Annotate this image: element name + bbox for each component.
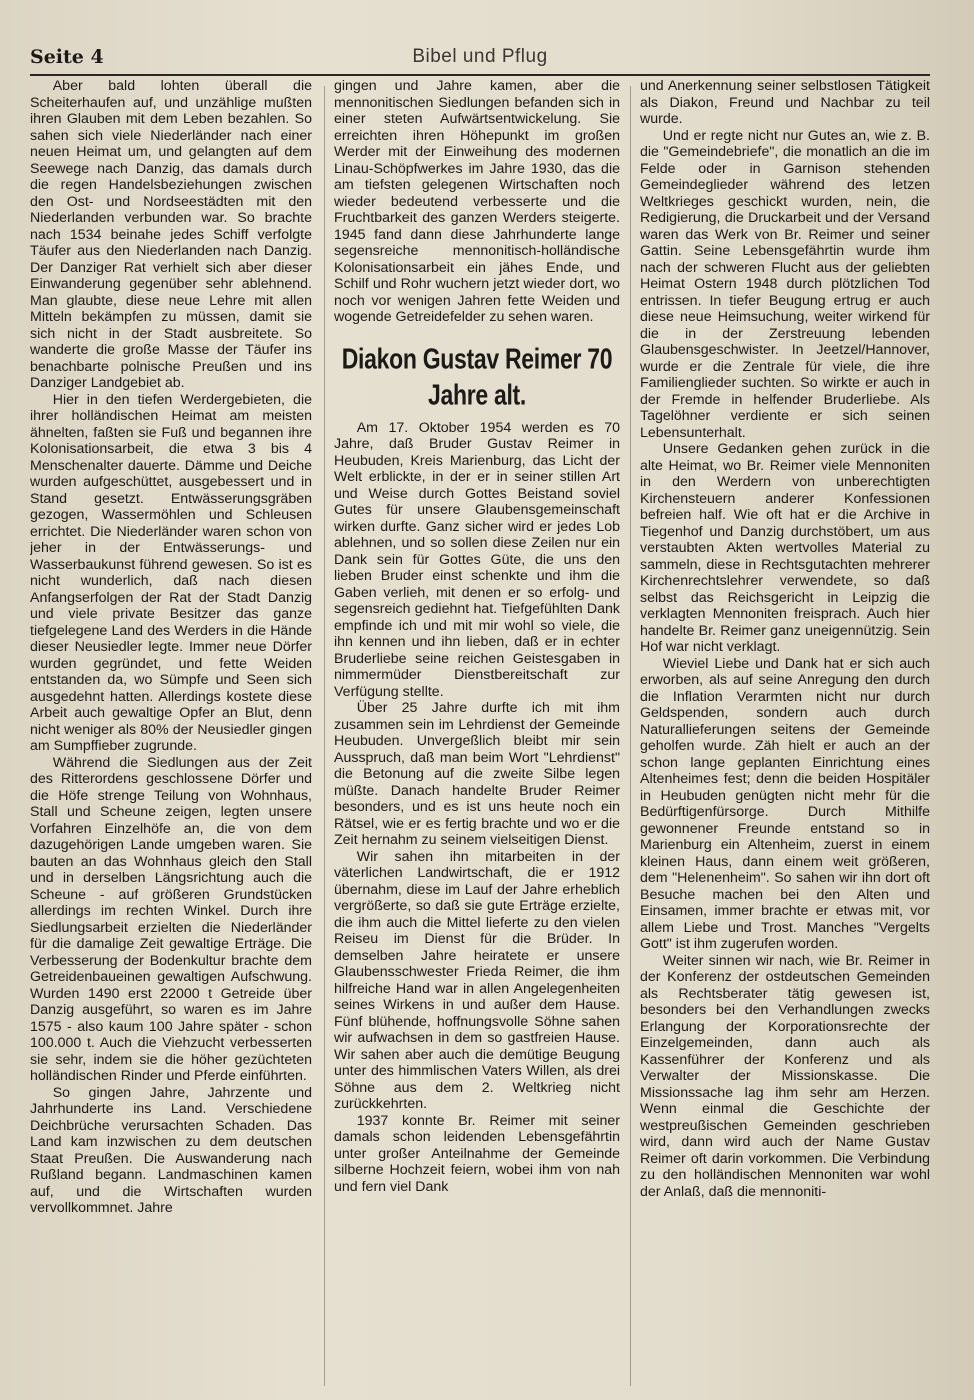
- article-column-3: [640, 78, 930, 1388]
- paragraph: Wir sahen ihn mitarbeiten in der väterlichen Landwirtschaft, die er 1912 übernahm, diese im Lauf der Jahre erheblich vergrößerte, so daß sie gute Erträge erzielte, die ihm auch die Mittel lieferte zu den vielen Reiseu im Dienst für die Brüder. In demselben Jahre heiratete er unsere Glaubensschwester Frieda Reimer, die ihm hilfreiche Hand war in allen Angelegenheiten seines Wirkens in und außer dem Hause. Fünf blühende, hoffnungsvolle Söhne sahen wir aufwachsen in dem so gastfreien Hause. Wir sahen aber auch die demütige Beugung unter des himmlischen Vaters Willen, als drei Söhne aus dem 2. Weltkrieg nicht zurückkehrten.: [334, 848, 620, 1112]
- article-column-1: [30, 78, 312, 1388]
- paragraph: Aber bald lohten überall die Scheiterhaufen auf, und unzählige mußten ihren Glauben mit dem Leben bezahlen. So sahen sich viele Niederländer nach einer neuen Heimat um, und gelangten auf dem Seewege nach Danzig, das damals durch die regen Handelsbeziehungen zwischen den Ost- und Nordseestädten mit den Niederlanden verbunden war. So brachte nach 1534 beinahe jedes Schiff verfolgte Täufer aus den Niederlanden nach Danzig. Der Danziger Rat verhielt sich aber dieser Einwanderung gegenüber sehr ablehnend. Man glaubte, diese neue Lehre mit allen Mitteln bekämpfen zu müssen, damit sie sich nicht in der Stadt ausbreitete. So wanderte die große Masse der Täufer ins benachbarte polnische Preußen und ins Danziger Landgebiet ab.: [30, 78, 312, 391]
- paragraph: Über 25 Jahre durfte ich mit ihm zusammen sein im Lehrdienst der Gemeinde Heubuden. Unvergeßlich bleibt mir sein Ausspruch, daß man beim Wort "Lehrdienst" die Betonung auf die zweite Silbe legen müßte. Danach handelte Bruder Reimer besonders, und es ist uns heute noch ein Rätsel, wie er es fertig brachte und wo er die Zeit hernahm zu seinem vielseitigen Dienst.: [334, 700, 620, 848]
- paragraph: Wieviel Liebe und Dank hat er sich auch erworben, als auf seine Anregung den durch die Inflation Verarmten nicht nur durch Geldspenden, sondern auch durch Naturallieferungen seitens der Gemeinde geholfen wurde. Zäh hielt er auch an der schon lange geplanten Einrichtung eines Altenheimes fest; denn die beiden Hospitäler in Heubuden genügten nicht mehr für die Bedürftigenfürsorge. Durch Mithilfe gewonnener Freunde entstand so in Marienburg ein Altenheim, zuerst in einem kleinen Haus, dann einem weit größeren, dem "Helenenheim". So sahen wir ihn dort oft Besuche machen bei den Alten und Einsamen, immer brachte er etwas mit, vor allem Liebe und Trost. Manches "Vergelts Gott" ist ihm zugerufen worden.: [640, 655, 930, 952]
- paragraph: Und er regte nicht nur Gutes an, wie z. B. die "Gemeindebriefe", die monatlich an die im Felde oder in Garnison stehenden Gemeindeglieder während des letzen Weltkrieges geschickt wurden, nein, die Redigierung, die Druckarbeit und der Versand waren das Werk von Br. Reimer und seiner Gattin. Seine Lebensgefährtin wurde ihm nach der schweren Flucht aus der geliebten Heimat Ostern 1948 durch plötzlichen Tod entrissen. In tiefer Beugung ertrug er auch diese neue Heimsuchung, weiter wirkend für die in der Zerstreuung lebenden Glaubensgeschwister. In Jeetzel/Hannover, wurde er die Zentrale für viele, die ihre Familienglieder suchten. So wirkte er auch in der Fremde in helfender Bruderliebe. Als Tagelöhner verdiente er sich seinen Lebensunterhalt.: [640, 127, 930, 441]
- paragraph: gingen und Jahre kamen, aber die mennonitischen Siedlungen befanden sich in einer steten Aufwärtsentwickelung. Sie erreichten ihren Höhepunkt im großen Werder mit der Einweihung des modernen Linau-Schöpfwerkes im Jahre 1930, das die am tiefsten gelegenen Wirtschaften noch wieder bedeutend verbesserte und die Fruchtbarkeit des ganzen Werders steigerte. 1945 fand dann diese Jahrhunderte lange segensreiche mennonitisch-holländische Kolonisationsarbeit ein jähes Ende, und Schilf und Rohr wuchern jetzt wieder dort, wo noch vor wenigen Jahren fette Weiden und wogende Getreidefelder zu sehen waren.: [334, 78, 620, 325]
- headline-line: Jahre alt.: [428, 377, 526, 411]
- headline-line: Diakon Gustav Reimer 70: [341, 341, 613, 374]
- paragraph: und Anerkennung seiner selbstlosen Tätigkeit als Diakon, Freund und Nachbar zu teil wurde.: [640, 78, 930, 127]
- column-divider: [324, 86, 325, 1386]
- publication-title: Bibel und Pflug: [412, 46, 548, 67]
- article-column-2: [334, 78, 620, 1388]
- paragraph: Weiter sinnen wir nach, wie Br. Reimer in der Konferenz der ostdeutschen Gemeinden als Rechtsberater tätig gewesen ist, besonders bei den Verhandlungen zwecks Erlangung der Korporationsrechte der Einzelgemeinden, dann auch als Kassenführer der Konferenz und als Verwalter der Missionskasse. Die Missionssache lag ihm sehr am Herzen. Wenn einmal die Geschichte der westpreußischen Gemeinden geschrieben wird, dann wird auch der Name Gustav Reimer oft darin vorkommen. Die Verbindung zu den holländischen Mennoniten war wohl der Anlaß, daß die mennoniti-: [640, 952, 930, 1200]
- paragraph: So gingen Jahre, Jahrzente und Jahrhunderte ins Land. Verschiedene Deichbrüche verursachten Schaden. Das Land kam inzwischen zu dem deutschen Staat Preußen. Die Auswanderung nach Rußland begann. Landmaschinen kamen auf, und die Wirtschaften wurden vervollkommnet. Jahre: [30, 1084, 312, 1216]
- paragraph: Hier in den tiefen Werdergebieten, die ihrer holländischen Heimat am meisten ähnelten, faßten sie Fuß und begannen ihre Kolonisationsarbeit, die etwa 3 bis 4 Menschenalter dauerte. Dämme und Deiche wurden aufgeschüttet, ausgebessert und in Stand gesetzt. Entwässerungsgräben gezogen, Wassermöhlen und Schleusen errichtet. Die Niederländer waren schon von jeher in der Entwässerungs- und Wasserbaukunst führend gewesen. So ist es nicht wunderlich, daß nach diesen Anfangserfolgen der Rat der Stadt Danzig und viele private Besitzer das ganze tiefgelegene Land des Werders in die Hände dieser Neusiedler legte. Immer neue Dörfer wurden gegründet, und fette Weiden entstanden da, wo Sümpfe und Seen sich ausgedehnt hatten. Allerdings kostete diese Arbeit auch gewaltige Opfer an Blut, denn nicht weniger als 80% der Neusiedler gingen am Sumpffieber zugrunde.: [30, 391, 312, 754]
- paragraph: Während die Siedlungen aus der Zeit des Ritterordens geschlossene Dörfer und die Höfe strenge Teilung von Wohnhaus, Stall und Scheune zeigen, legten unsere Vorfahren Einzelhöfe an, die von dem dazugehörigen Lande umgeben waren. Sie bauten an das Wohnhaus gleich den Stall und in derselben Längsrichtung auch die Scheune - auf größeren Grundstücken allerdings im rechten Winkel. Durch ihre Siedlungsarbeit erzielten die Niederländer für die damalige Zeit gewaltige Erträge. Die Verbesserung der Bodenkultur brachte dem Getreidenbaueinen gewaltigen Aufschwung. Wurden 1490 erst 22000 t Getreide über Danzig ausgeführt, so waren es im Jahre 1575 - also kaum 100 Jahre später - schon 100.000 t. Auch die Viehzucht verbesserten sie sehr, indem sie die höher gezüchteten holländischen Rinder und Pferde einführten.: [30, 754, 312, 1084]
- page-number: Seite 4: [30, 46, 104, 68]
- paragraph: Am 17. Oktober 1954 werden es 70 Jahre, daß Bruder Gustav Reimer in Heubuden, Kreis Marienburg, das Licht der Welt erblickte, in der er in seiner stillen Art und Weise durch Gottes Beistand soviel Gutes für unsere Glaubensgemeinschaft wirken durfte. Ganz sicher wird er jedes Lob ablehnen, und so sollen diese Zeilen nur ein Dank sein für Gottes Güte, die uns den lieben Bruder einst schenkte und ihm die Gaben verlieh, mit denen er so erfolg- und segensreich gediehnt hat. Tiefgefühlten Dank empfinde ich und mit mir wohl so viele, die ihn kennen und ihn lieben, daß er in echter Bruderliebe seine reichen Geistesgaben in nimmermüder Dienstbereitschaft zur Verfügung stellte.: [334, 419, 620, 700]
- paragraph: Unsere Gedanken gehen zurück in die alte Heimat, wo Br. Reimer viele Mennoniten in den Werdern von unberechtigten Kirchensteuern anderer Konfessionen befreien half. Wie oft hat er die Archive in Tiegenhof und Danzig durchstöbert, um aus verstaubten Akten wertvolles Material zu sammeln, diese in Rechtsgutachten mehrerer Kirchenrechtslehrer verwendete, so daß selbst das Reichsgericht in Leipzig die verklagten Mennoniten freisprach. Auch hier handelte Br. Reimer ganz uneigennützig. Sein Hof war nicht verklagt.: [640, 441, 930, 655]
- article-headline: [334, 340, 620, 413]
- column-divider: [630, 86, 631, 1386]
- page-header: [30, 44, 930, 76]
- paragraph: 1937 konnte Br. Reimer mit seiner damals schon leidenden Lebensgefährtin unter großer Anteilnahme der Gemeinde silberne Hochzeit feiern, wobei ihm von nah und fern viel Dank: [334, 1112, 620, 1195]
